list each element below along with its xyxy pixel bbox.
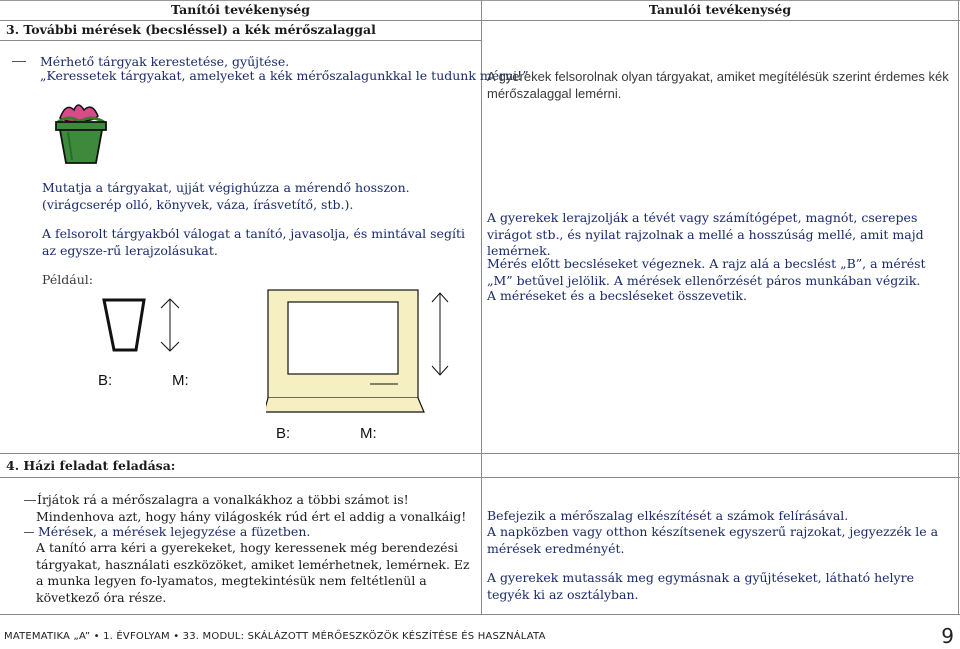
computer-drawing xyxy=(266,288,466,418)
table-right-border xyxy=(958,0,959,614)
right-intro-text: A gyerekek felsorolnak olyan tárgyakat, amiket megítélésük szerint érdemes kék mérőszalaggal lemérni. xyxy=(487,69,949,101)
section3-title: 3. További mérések (becsléssel) a kék mérőszalaggal xyxy=(6,22,376,37)
right-measure-text: Mérés előtt becsléseket végeznek. A rajz alá a becslést „B”, a mérést „M” betűvel jelölik. A mérések ellenőrzését páros munkában végzik. xyxy=(487,256,926,288)
intro-line-2: „Keressetek tárgyakat, amelyeket a kék mérőszalagunkkal le tudunk mérni!” xyxy=(40,68,529,83)
pot-estimate-label: B: xyxy=(98,372,113,389)
homework-item-3: A tanító arra kéri a gyerekeket, hogy keressenek még berendezési tárgyakat, használati eszközöket, amiket lemérhetnek, lemérnek. Ez a munka legyen fo-lyamatos, megtekintésük nem feltétlenül a következő óra része. xyxy=(36,540,470,605)
homework-item-1: Írjátok rá a mérőszalagra a vonalkákhoz a többi számot is! Mindenhova azt, hogy hány világoskék rúd ért el addig a vonalkáig! xyxy=(36,492,467,524)
header-student-activity: Tanulói tevékenység xyxy=(648,2,792,17)
flower-pot-icon xyxy=(52,100,110,166)
dash-marker xyxy=(24,532,34,533)
dash-marker xyxy=(12,61,26,62)
section-divider xyxy=(0,453,960,454)
homework-right-3: A gyerekek mutassák meg egymásnak a gyűjtéseket, látható helyre tegyék ki az osztályban. xyxy=(487,570,914,602)
right-draw-text: A gyerekek lerajzolják a tévét vagy számítógépet, magnót, cserepes virágot stb., és nyilat rajzolnak a mellé a hosszúság mellé, amit majd lemérnek. xyxy=(487,210,924,258)
homework-item-2: Mérések, a mérések lejegyzése a füzetben. xyxy=(38,524,311,539)
right-compare-text: A méréseket és a becsléseket összevetik. xyxy=(487,288,747,303)
homework-right-2: A napközben vagy otthon készítsenek egyszerű rajzokat, jegyezzék le a mérések eredményét. xyxy=(487,524,939,556)
page-number: 9 xyxy=(941,624,954,648)
header-bottom-border xyxy=(0,20,960,21)
computer-estimate-label: B: xyxy=(276,425,291,442)
show-objects-text: Mutatja a tárgyakat, ujját végighúzza a mérendő hosszon. (virágcserép olló, könyvek, váza, írásvetítő, stb.). xyxy=(42,180,410,212)
table-bottom-border xyxy=(0,614,960,615)
computer-measure-label: M: xyxy=(360,425,377,442)
example-label: Például: xyxy=(42,272,93,287)
section3-title-border xyxy=(0,40,481,41)
section4-title: 4. Házi feladat feladása: xyxy=(6,458,176,473)
column-divider xyxy=(481,0,482,614)
section4-title-border xyxy=(0,477,960,478)
footer-module-title: MATEMATIKA „A” • 1. ÉVFOLYAM • 33. MODUL: SKÁLÁZOTT MÉRŐESZKÖZÖK KÉSZÍTÉSE ÉS HASZNÁLATA xyxy=(4,631,546,642)
select-objects-text: A felsorolt tárgyakból válogat a tanító, javasolja, és mintával segíti az egysze-rű lerajzolásukat. xyxy=(42,226,465,258)
dash-marker xyxy=(24,500,36,501)
header-teacher-activity: Tanítói tevékenység xyxy=(171,2,310,17)
pot-outline-drawing xyxy=(100,296,190,356)
homework-right-1: Befejezik a mérőszalag elkészítését a számok felírásával. xyxy=(487,508,849,523)
pot-measure-label: M: xyxy=(172,372,189,389)
intro-line-1: Mérhető tárgyak kerestetése, gyűjtése. xyxy=(40,54,290,69)
